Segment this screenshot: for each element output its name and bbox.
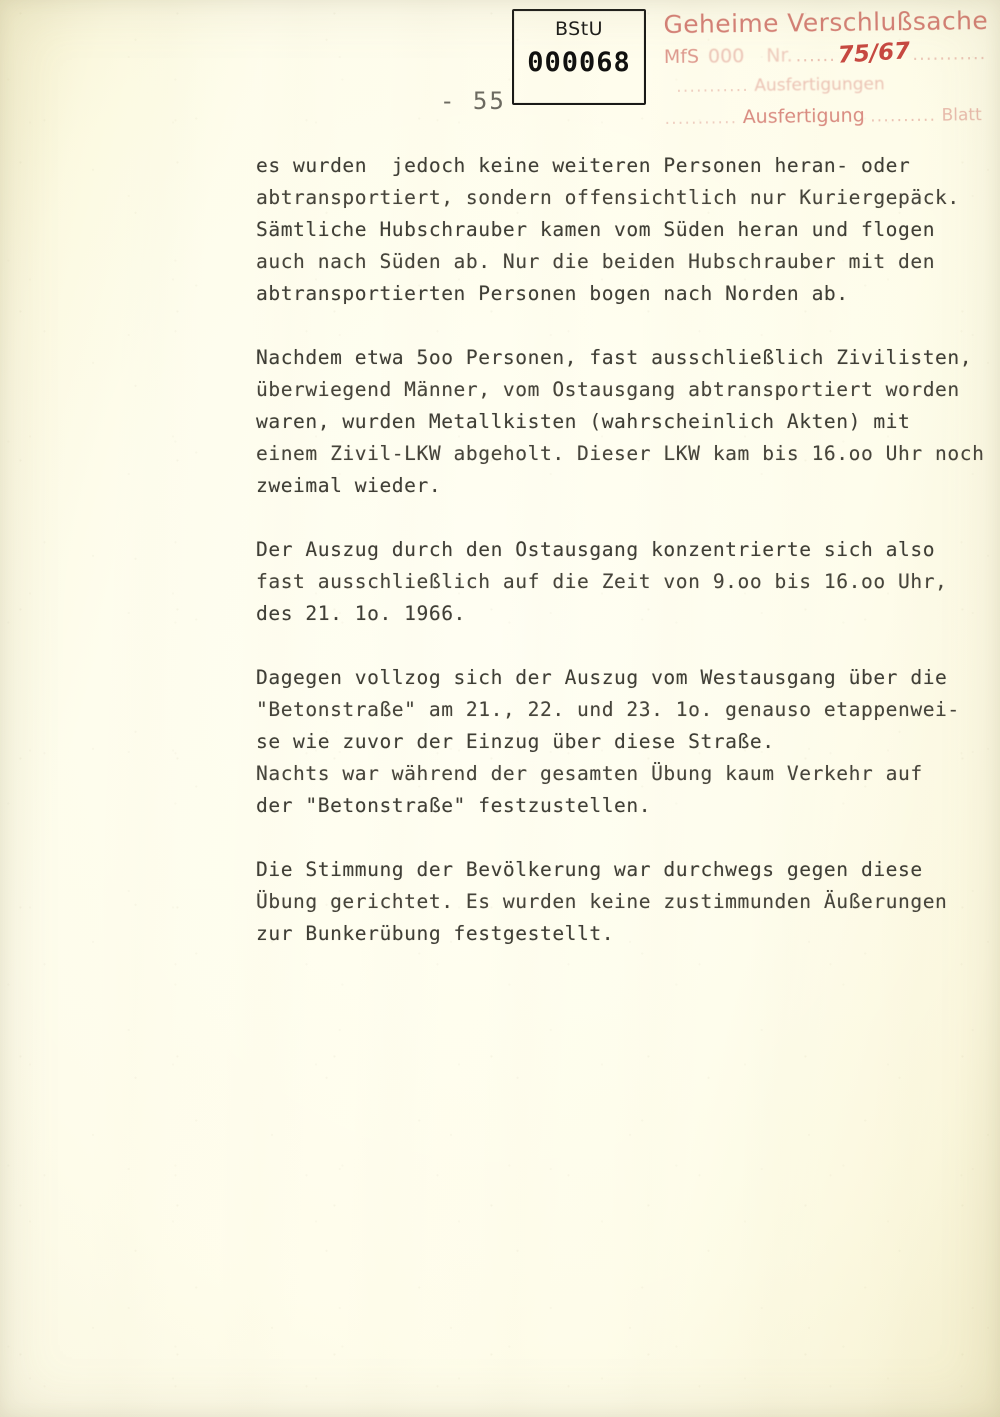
text-line: se wie zuvor der Einzug über diese Straße.: [256, 730, 775, 753]
page-number: - 55: [440, 87, 506, 115]
classification-copy-dots: ..........: [870, 105, 937, 127]
text-line: es wurden jedoch keine weiteren Personen heran- oder: [256, 154, 911, 177]
text-line: einem Zivil-LKW abgeholt. Dieser LKW kam bis 16.oo Uhr noch: [256, 442, 985, 465]
bstu-archive-stamp: [512, 9, 646, 105]
classification-copies-line: [664, 73, 994, 97]
text-line: Die Stimmung der Bevölkerung war durchwegs gegen diese: [256, 858, 923, 881]
paragraph: [256, 854, 986, 950]
classification-dots-before: ......: [795, 44, 837, 67]
text-line: "Betonstraße" am 21., 22. und 23. 1o. genauso etappenwei-: [256, 698, 960, 721]
text-line: Sämtliche Hubschrauber kamen vom Süden heran und flogen: [256, 218, 936, 241]
bstu-stamp-number: 000068: [527, 47, 631, 78]
paragraph: [256, 150, 986, 310]
text-line: zur Bunkerübung festgestellt.: [256, 922, 615, 945]
classification-reference-row: [664, 39, 994, 69]
classification-nr-label: Nr.: [766, 44, 793, 67]
classification-copies-lead: ...........: [676, 75, 749, 97]
classification-agency: MfS: [663, 45, 700, 69]
text-line: auch nach Süden ab. Nur die beiden Hubschrauber mit den: [256, 250, 936, 273]
bstu-stamp-label: BStU: [554, 18, 604, 40]
classification-zeros: 000: [707, 45, 745, 68]
classification-copy-label: Ausfertigung: [742, 104, 865, 129]
document-body: [256, 150, 986, 982]
text-line: abtransportierten Personen bogen nach Norden ab.: [256, 282, 849, 305]
paragraph: [256, 342, 986, 502]
paragraph: [256, 534, 986, 630]
paragraph: [256, 662, 986, 822]
classification-sheet-label: Blatt: [941, 105, 982, 126]
text-line: Dagegen vollzog sich der Auszug vom Westausgang über die: [256, 666, 948, 689]
text-line: fast ausschließlich auf die Zeit von 9.oo bis 16.oo Uhr,: [256, 570, 948, 593]
classification-copy-sheet-line: [664, 103, 994, 129]
classification-copies-label: Ausfertigungen: [754, 74, 885, 96]
text-line: abtransportiert, sondern offensichtlich nur Kuriergepäck.: [256, 186, 960, 209]
classification-copy-lead: ...........: [664, 108, 738, 130]
classification-title: Geheime Verschlußsache: [663, 6, 989, 40]
text-line: Nachts war während der gesamten Übung kaum Verkehr auf: [256, 762, 923, 785]
classification-stamp: [663, 6, 994, 129]
text-line: überwiegend Männer, vom Ostausgang abtransportiert worden: [256, 378, 960, 401]
classification-dots-after: ...........: [912, 43, 987, 65]
text-line: der "Betonstraße" festzustellen.: [256, 794, 652, 817]
text-line: des 21. 1o. 1966.: [256, 602, 466, 625]
classification-reference-number: 75/67: [837, 38, 912, 69]
text-line: waren, wurden Metallkisten (wahrscheinlich Akten) mit: [256, 410, 911, 433]
text-line: Nachdem etwa 5oo Personen, fast ausschließlich Zivilisten,: [256, 346, 973, 369]
text-line: Übung gerichtet. Es wurden keine zustimmunden Äußerungen: [256, 890, 948, 913]
text-line: zweimal wieder.: [256, 474, 442, 497]
text-line: Der Auszug durch den Ostausgang konzentrierte sich also: [256, 538, 936, 561]
